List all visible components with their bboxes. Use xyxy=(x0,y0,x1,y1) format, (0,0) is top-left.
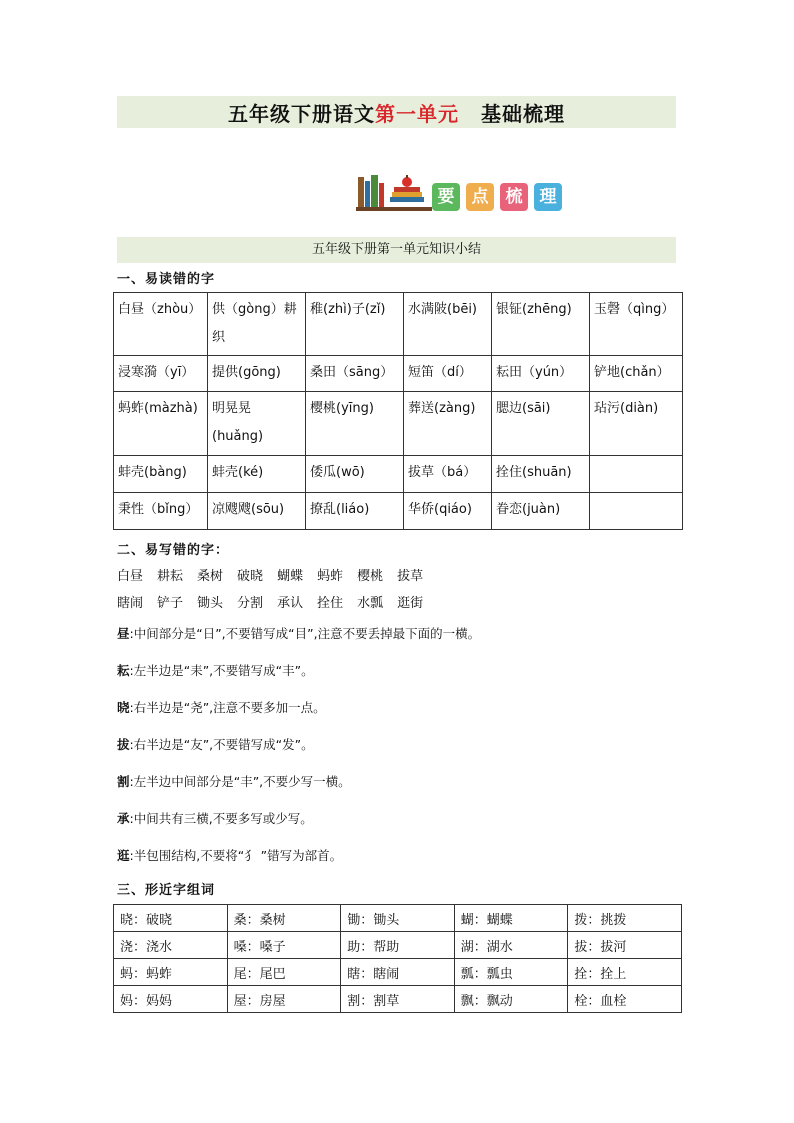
table-cell: 尾：尾巴 xyxy=(227,959,341,986)
word-item: 桑树 xyxy=(197,569,224,584)
word-item: 分割 xyxy=(237,596,264,611)
table-cell: 水满陂(bēi) xyxy=(404,293,492,356)
word-item: 瞎闹 xyxy=(117,596,144,611)
table-cell: 蝴：蝴蝶 xyxy=(454,905,568,932)
table-row xyxy=(114,959,682,986)
table-cell: 蚂蚱(màzhà) xyxy=(114,392,208,456)
note-char: 割 xyxy=(117,774,130,789)
table-cell: 拔草（bá） xyxy=(404,456,492,493)
easy-read-table xyxy=(113,292,683,530)
title-prefix: 五年级下册语文 xyxy=(228,101,375,126)
table-cell: 蚌壳(bàng) xyxy=(114,456,208,493)
table-cell: 华侨(qiáo) xyxy=(404,493,492,530)
table-cell: 晓：破晓 xyxy=(114,905,228,932)
note-text: 中间共有三横,不要多写或少写。 xyxy=(133,811,313,826)
note-char: 耘 xyxy=(117,663,130,678)
table-cell: 浇：浇水 xyxy=(114,932,228,959)
table-cell: 提供(gōng) xyxy=(208,356,306,392)
word-item: 蝴蝶 xyxy=(277,569,304,584)
table-cell: 栓：血栓 xyxy=(568,986,682,1013)
heading-similar-chars: 三、形近字组词 xyxy=(117,883,216,898)
table-cell: 桑田（sāng） xyxy=(306,356,404,392)
table-cell: 撩乱(liáo) xyxy=(306,493,404,530)
page-title xyxy=(117,96,676,128)
table-cell: 玷污(diàn) xyxy=(590,392,683,456)
table-cell: 眷恋(juàn) xyxy=(492,493,590,530)
word-item: 蚂蚱 xyxy=(317,569,344,584)
books-icon xyxy=(356,175,432,213)
table-row xyxy=(114,392,683,456)
table-cell: 耘田（yún） xyxy=(492,356,590,392)
word-item: 破晓 xyxy=(237,569,264,584)
table-cell: 明晃晃(huǎng) xyxy=(208,392,306,456)
note-text: 右半边是“尧”,注意不要多加一点。 xyxy=(133,700,326,715)
table-cell: 白昼（zhòu） xyxy=(114,293,208,356)
table-cell: 拴：拴上 xyxy=(568,959,682,986)
table-cell: 短笛（dí） xyxy=(404,356,492,392)
word-item: 承认 xyxy=(277,596,304,611)
similar-chars-table xyxy=(113,904,682,1013)
table-cell: 割：割草 xyxy=(341,986,455,1013)
table-cell xyxy=(590,493,683,530)
table-cell: 倭瓜(wō) xyxy=(306,456,404,493)
word-item: 白昼 xyxy=(117,569,144,584)
note-text: 左半边是“耒”,不要错写成“丰”。 xyxy=(133,663,314,678)
heading-easy-read: 一、易读错的字 xyxy=(117,272,216,287)
note-char: 拔 xyxy=(117,737,130,752)
table-cell: 湖：湖水 xyxy=(454,932,568,959)
word-item: 拔草 xyxy=(397,569,424,584)
note-text: 半包围结构,不要将“犭 ”错写为部首。 xyxy=(133,848,343,863)
table-cell: 供（gòng）耕织 xyxy=(208,293,306,356)
note-char: 逛 xyxy=(117,848,130,863)
section-title: 五年级下册第一单元知识小结 xyxy=(117,237,676,263)
table-cell: 助：帮助 xyxy=(341,932,455,959)
table-row xyxy=(114,293,683,356)
table-row xyxy=(114,356,683,392)
table-cell: 桑：桑树 xyxy=(227,905,341,932)
table-cell: 妈：妈妈 xyxy=(114,986,228,1013)
key-points-logo xyxy=(356,175,566,213)
note-text: 中间部分是“日”,不要错写成“目”,注意不要丢掉最下面的一横。 xyxy=(133,626,481,641)
writing-note: 逛:半包围结构,不要将“犭 ”错写为部首。 xyxy=(117,848,343,863)
word-item: 水瓢 xyxy=(357,596,384,611)
table-cell: 浸寒漪（yī） xyxy=(114,356,208,392)
table-cell: 拴住(shuān) xyxy=(492,456,590,493)
table-cell: 飘：飘动 xyxy=(454,986,568,1013)
easy-write-row-2 xyxy=(117,592,437,611)
table-cell: 稚(zhì)子(zǐ) xyxy=(306,293,404,356)
easy-write-row-1 xyxy=(117,565,437,584)
note-char: 承 xyxy=(117,811,130,826)
logo-char-2: 点 xyxy=(466,183,494,211)
title-highlight: 第一单元 xyxy=(375,101,459,126)
table-cell: 拨：挑拨 xyxy=(568,905,682,932)
table-cell: 葬送(zàng) xyxy=(404,392,492,456)
word-item: 耕耘 xyxy=(157,569,184,584)
word-item: 樱桃 xyxy=(357,569,384,584)
table-cell: 玉磬（qìng） xyxy=(590,293,683,356)
table-row xyxy=(114,932,682,959)
note-char: 晓 xyxy=(117,700,130,715)
table-cell: 蚌壳(ké) xyxy=(208,456,306,493)
word-item: 拴住 xyxy=(317,596,344,611)
logo-char-1: 要 xyxy=(432,183,460,211)
table-cell: 樱桃(yīng) xyxy=(306,392,404,456)
table-cell: 腮边(sāi) xyxy=(492,392,590,456)
table-cell: 蚂：蚂蚱 xyxy=(114,959,228,986)
word-item: 锄头 xyxy=(197,596,224,611)
table-cell: 凉飕飕(sōu) xyxy=(208,493,306,530)
word-item: 逛街 xyxy=(397,596,424,611)
table-row xyxy=(114,986,682,1013)
table-cell: 瞎：瞎闹 xyxy=(341,959,455,986)
logo-char-3: 梳 xyxy=(500,183,528,211)
note-text: 右半边是“友”,不要错写成“发”。 xyxy=(133,737,314,752)
title-suffix: 基础梳理 xyxy=(481,101,565,126)
table-cell: 屋：房屋 xyxy=(227,986,341,1013)
writing-note: 昼:中间部分是“日”,不要错写成“目”,注意不要丢掉最下面的一横。 xyxy=(117,626,481,641)
table-row xyxy=(114,456,683,493)
writing-note: 晓:右半边是“尧”,注意不要多加一点。 xyxy=(117,700,326,715)
writing-note: 拔:右半边是“友”,不要错写成“发”。 xyxy=(117,737,314,752)
table-cell xyxy=(590,456,683,493)
table-cell: 拔：拔河 xyxy=(568,932,682,959)
table-cell: 嗓：嗓子 xyxy=(227,932,341,959)
writing-note: 耘:左半边是“耒”,不要错写成“丰”。 xyxy=(117,663,314,678)
table-cell: 锄：锄头 xyxy=(341,905,455,932)
table-cell: 秉性（bǐng） xyxy=(114,493,208,530)
table-cell: 瓢：瓢虫 xyxy=(454,959,568,986)
table-cell: 铲地(chǎn） xyxy=(590,356,683,392)
note-char: 昼 xyxy=(117,626,130,641)
note-text: 左半边中间部分是“丰”,不要少写一横。 xyxy=(133,774,351,789)
table-row xyxy=(114,905,682,932)
writing-note: 割:左半边中间部分是“丰”,不要少写一横。 xyxy=(117,774,351,789)
table-cell: 银钲(zhēng) xyxy=(492,293,590,356)
word-item: 铲子 xyxy=(157,596,184,611)
table-row xyxy=(114,493,683,530)
writing-note: 承:中间共有三横,不要多写或少写。 xyxy=(117,811,313,826)
logo-char-4: 理 xyxy=(534,183,562,211)
heading-easy-write: 二、易写错的字： xyxy=(117,543,230,558)
